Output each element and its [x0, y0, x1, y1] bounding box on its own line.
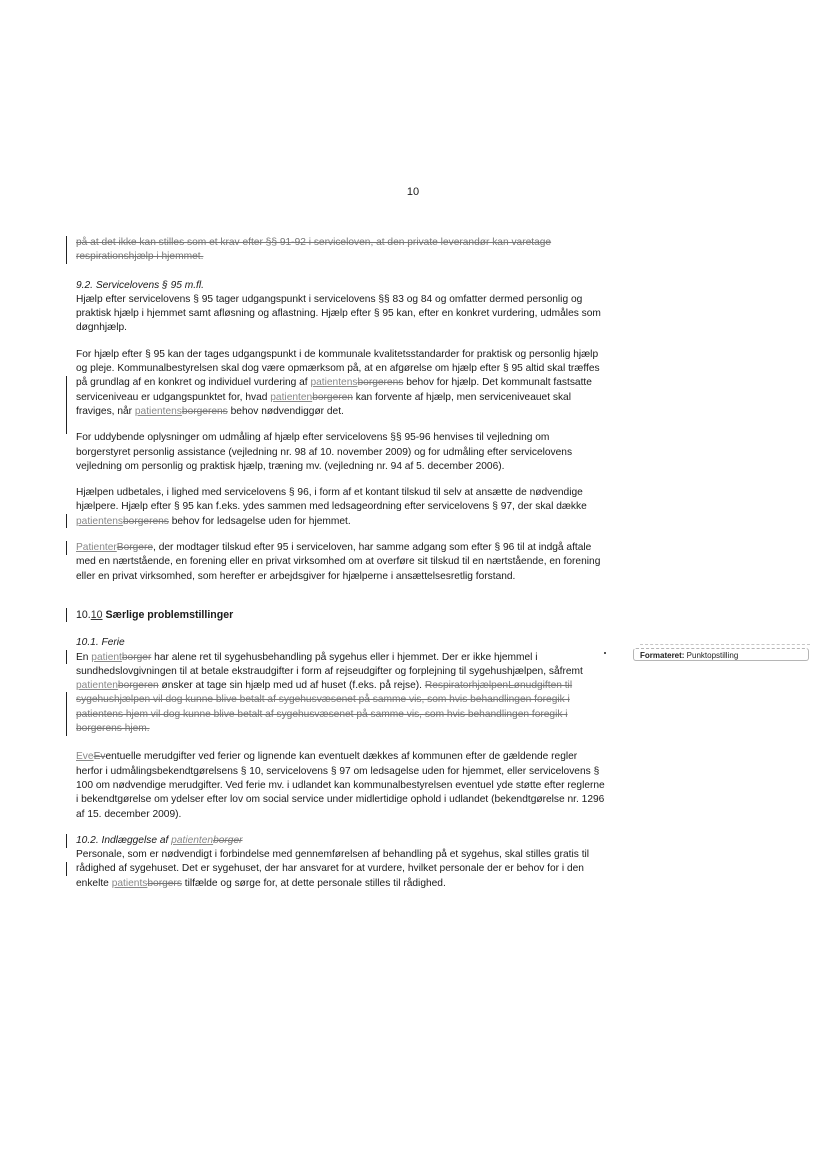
deleted-text: borgeren [312, 391, 353, 403]
text-run: , der modtager tilskud efter 95 i serviceloven, har samme adgang som efter § 96 til at indgå aftale med en nærtstående, en forening eller en privat virksomhed om at overføre sit tilskud til en nærtstående, en forening eller en privat virksomhed, som herefter er arbejdsgiver for hjælperne i ansættelsesretlig forstand. [76, 542, 601, 582]
comment-anchor [604, 652, 606, 654]
section-10-1 [76, 636, 606, 736]
deleted-text: borger [213, 834, 243, 846]
inserted-text: patients [111, 877, 148, 889]
section-title: Særlige problemstillinger [102, 608, 234, 621]
text-run: En [76, 651, 92, 663]
change-bar [66, 834, 67, 848]
text-run: har alene ret til sygehusbehandling på sygehus eller i hjemmet. Der er ikke hjemmel i sundhedslovgivningen til at betale ekstraudgifter i form af rejseudgifter og forplejning til sygehushjælpen, såfremt [76, 651, 583, 677]
inserted-text: Patienter [76, 542, 117, 554]
text-run: entuelle merudgifter ved ferier og lignende kan eventuelt dækkes af kommunen efter de gældende regler herfor i udmålingsbekendtgørelsens § 10, servicelovens § 97 om ledsagelse uden for hjemmet, eller servicelovens § 100 om nødvendige merudgifter. Ved ferie mv. i udlandet kan kommunalbestyrelsen eventuel yde støtte efter reglerne i bekendtgørelse om ydelser efter lov om social service under midlertidige ophold i udlandet (bekendtgørelse nr. 1296 af 15. december 2009). [76, 751, 605, 820]
change-bar [66, 650, 67, 664]
text-run: kan forvente af hjælp, men serviceniveauet skal fraviges, når [76, 391, 571, 417]
paragraph-merudgifter [76, 750, 606, 821]
inserted-text: patientens [134, 405, 182, 417]
deleted-text: borger [121, 651, 152, 663]
change-bar [66, 376, 67, 434]
inserted-text: patienten [270, 391, 313, 403]
comment-text: Punktopstilling [684, 651, 739, 660]
paragraph [76, 848, 606, 891]
paragraph: For uddybende oplysninger om udmåling af hjælp efter servicelovens §§ 95-96 henvises til vejledning om borgerstyret personlig assistance (vejledning nr. 98 af 10. november 2009) og for udmåling efter servicelovens vejledning om personlig og praktisk hjælp, træning mv. (vejledning nr. 94 af 5. december 2006). [76, 432, 573, 472]
paragraph [76, 486, 606, 529]
inserted-text: patienten [171, 834, 214, 846]
paragraph-kvalitetsstandarder [76, 348, 606, 419]
deleted-paragraph [76, 236, 606, 265]
document-body [76, 236, 606, 891]
section-10 [76, 608, 606, 622]
change-bar [66, 692, 67, 736]
inserted-text: patienten [76, 680, 118, 692]
deleted-text: på at det ikke kan stilles som et krav efter §§ 91-92 i serviceloven, at den private leverandør kan varetage respirationshjælp i hjemmet. [76, 237, 552, 263]
deleted-text: borgerens [357, 377, 404, 389]
inserted-text: 10 [90, 608, 103, 621]
text-run: behov for ledsagelse uden for hjemmet. [168, 515, 351, 527]
comment-label: Formateret: [640, 651, 685, 660]
paragraph-kontant-tilskud [76, 486, 606, 529]
paragraph: Hjælp efter servicelovens § 95 tager udgangspunkt i servicelovens §§ 83 og 84 og omfatter dermed personlig og praktisk hjælp i hjemmet samt afløsning og aflastning. Hjælp efter § 95 kan, efter en konkret vurdering, udmåles som døgnhjælp. [76, 293, 601, 334]
text-run: For hjælp efter § 95 kan der tages udgangspunkt i de kommunale kvalitetsstandarder for praktisk og personlig hjælp og pleje. Kommunalbestyrelsen skal dog være opmærksom på, at en afgørelse om hjælp efter § 95 altid skal træffes på grundlag af en konkret og individuel vurdering af [76, 348, 600, 389]
section-heading-10 [76, 608, 606, 622]
comment-connector [640, 644, 810, 645]
inserted-text: Eve [76, 751, 94, 763]
paragraph [76, 348, 606, 419]
text-run: tilfælde og sørge for, at dette personale stilles til rådighed. [181, 877, 446, 889]
inserted-text: patientens [76, 515, 124, 527]
change-bar [66, 541, 67, 555]
text-run: 10.2. Indlæggelse af [76, 834, 172, 846]
paragraph [76, 750, 606, 821]
paragraph-aftale [76, 541, 606, 584]
text-run: behov for hjælp. Det kommunalt fastsatte serviceniveau er udgangspunktet for, hvad [76, 377, 592, 403]
change-bar [66, 514, 67, 528]
inserted-text: patient [91, 651, 122, 663]
section-10-2 [76, 834, 606, 891]
page-number: 10 [406, 186, 420, 198]
paragraph [76, 651, 606, 737]
deleted-text: Borgere [116, 542, 154, 554]
change-bar [66, 862, 67, 876]
deleted-text: Lønudgiften til sygehushjælpen vil dog kunne blive betalt af sygehusvæsenet på samme vis, som hvis behandlingen foregik i patientens hjem vil dog kunne blive betalt af sygehusvæsenet på samme vis, som hvis behandlingen foregik i borgerens hjem. [76, 680, 573, 735]
format-comment-balloon[interactable] [633, 648, 809, 661]
deleted-text: borgeren [117, 680, 159, 692]
paragraph [76, 541, 606, 584]
text-run: Hjælpen udbetales, i lighed med servicelovens § 96, i form af et kontant tilskud til selv at ansætte de nødvendige hjælpere. Hjælp efter § 95 kan f.eks. ydes sammen med ledsageordning efter servicelovens § 97, der skal dække [76, 487, 587, 513]
text-run: behov nødvendiggør det. [227, 405, 344, 417]
deleted-text: borgerens [181, 405, 228, 417]
text-run: ønsker at tage sin hjælp med ud af huset (f.eks. på rejse). [158, 680, 425, 692]
deleted-text: Respiratorhjælpen [424, 680, 509, 692]
section-heading-10-2 [76, 834, 606, 848]
deleted-text: Ev [93, 751, 106, 763]
section-heading-10-1: 10.1. Ferie [76, 637, 125, 649]
section-number: 10. [76, 608, 91, 621]
paragraph-vejledning [76, 431, 606, 474]
section-9-2 [76, 279, 606, 336]
change-bar [66, 608, 67, 622]
text-run: Personale, som er nødvendigt i forbindelse med gennemførelsen af behandling på et sygehus, skal stilles gratis til rådighed af sygehuset. Det er sygehuset, der har ansvaret for at vurdere, hvilket personale der er behov for i den enkelte [76, 849, 590, 889]
deleted-text: borgers [147, 877, 182, 889]
deleted-text: borgerens [123, 515, 169, 527]
change-bar [66, 236, 67, 264]
inserted-text: patientens [310, 377, 358, 389]
section-heading-9-2: 9.2. Servicelovens § 95 m.fl. [76, 279, 204, 291]
